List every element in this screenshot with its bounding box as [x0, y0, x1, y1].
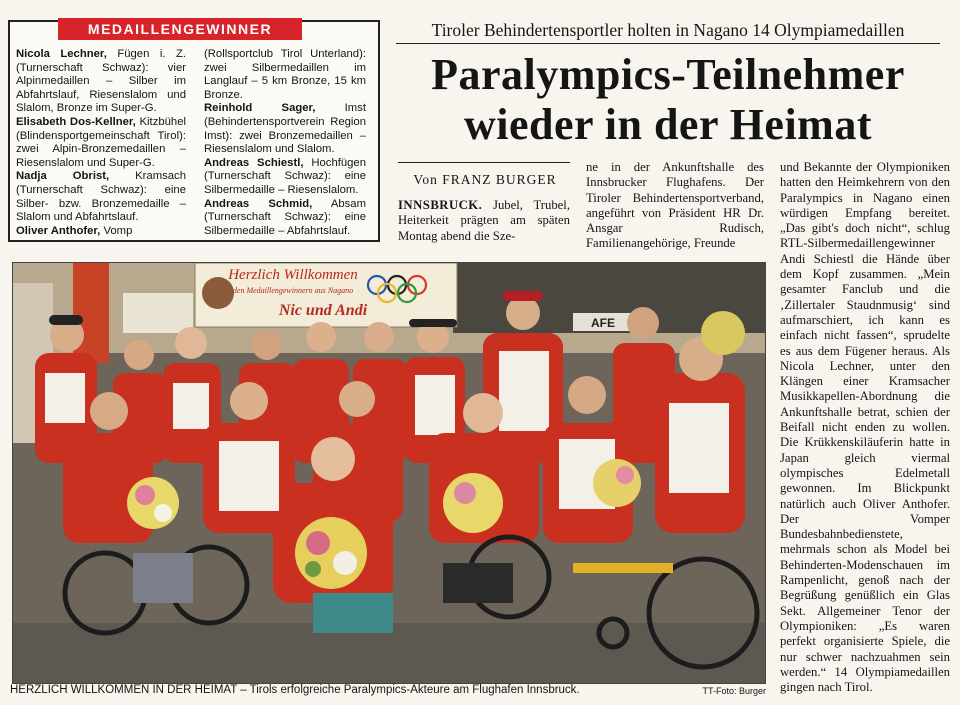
- medal-entry: [204, 102, 366, 156]
- medal-entry: [16, 170, 186, 224]
- medal-box-header: MEDAILLENGEWINNER: [58, 18, 302, 40]
- medal-athlete-name: Reinhold Sager,: [204, 102, 316, 115]
- medal-athlete-details: Vomp: [100, 224, 133, 237]
- wall-sign-text: AFE: [591, 316, 615, 330]
- medal-entry: [204, 157, 366, 198]
- article-column-1: [398, 198, 570, 244]
- medal-athlete-name: Nadja Obrist,: [16, 170, 110, 183]
- medal-list-left: [16, 48, 186, 238]
- medal-athlete-details: Kitzbühel (Blindensportgemeinschaft Tirol): zwei Alpin-Bronzemedaillen – Riesenslalom und Super-G.: [16, 115, 186, 169]
- medal-entry: [16, 48, 186, 116]
- medal-athlete-details: Kramsach (Turnerschaft Schwaz): eine Silber- bzw. Bronzemedaille – Slalom und Abfahrtslauf.: [16, 170, 186, 224]
- article-column-2: [586, 160, 764, 252]
- article-headline: [396, 50, 940, 150]
- medal-athlete-name: Oliver Anthofer,: [16, 224, 101, 237]
- medal-entry: [204, 198, 366, 239]
- medal-athlete-details: Imst (Behindertensportverein Region Imst): zwei Bronzemedaillen – Riesenslalom und Slalom.: [204, 102, 366, 156]
- medal-athlete-name: Andreas Schiestl,: [204, 156, 304, 169]
- article-column-3: [780, 160, 950, 695]
- article-column-1-text: Jubel, Trubel, Heiterkeit prägten am späten Montag abend die Sze-: [398, 198, 570, 243]
- banner-line-2: den Medaillengewinnern aus Nagano: [232, 286, 354, 295]
- banner-line-1: Herzlich Willkommen: [228, 267, 358, 283]
- photo-credit: TT-Foto: Burger: [702, 686, 766, 696]
- medal-entry: [204, 48, 366, 102]
- medal-athlete-name: Elisabeth Dos-Kellner,: [16, 115, 136, 128]
- team-photo: [12, 262, 766, 684]
- medal-athlete-name: Andreas Schmid,: [204, 197, 313, 210]
- headline-line-2: wieder in der Heimat: [464, 100, 872, 149]
- headline-line-1: Paralympics-Teilnehmer: [431, 50, 905, 99]
- medal-athlete-details: (Rollsportclub Tirol Unterland): zwei Silbermedaillen im Langlauf – 5 km Bronze, 15 km Bronze.: [204, 48, 366, 101]
- medal-list-right: [204, 48, 366, 238]
- photo-caption-text: HERZLICH WILLKOMMEN IN DER HEIMAT – Tirols erfolgreiche Paralympics-Akteure am Flughafen Innsbruck.: [10, 684, 580, 696]
- medal-entry: [16, 225, 186, 239]
- medal-athlete-details: Hochfügen (Turnerschaft Schwaz): eine Silbermedaille – Riesenslalom.: [204, 156, 366, 196]
- medal-athlete-details: Absam (Turnerschaft Schwaz): eine Silbermedaille – Abfahrtslauf.: [204, 197, 366, 237]
- article-byline: Von FRANZ BURGER: [413, 172, 557, 187]
- medal-athlete-details: Fügen i. Z. (Turnerschaft Schwaz): vier Alpinmedaillen – Silber im Abfahrtslauf, Riesenslalom und Slalom, Bronze im Super-G.: [16, 48, 186, 115]
- article-kicker: Tiroler Behindertensportler holten in Nagano 14 Olympiamedaillen: [396, 20, 940, 44]
- article-dateline: INNSBRUCK.: [398, 198, 483, 212]
- article-column-2-text: ne in der Ankunftshalle des Innsbrucker Flughafens. Der Tiroler Behindertensportverband, angeführt von Präsident HR Dr. Ansgar Rudisch, Familienangehörige, Freunde: [586, 160, 764, 251]
- article-column-3-text: und Bekannte der Olympioniken hatten den Heimkehrern von den Paralympics in Nagano einen würdigen Empfang bereitet. „Das gibt's doch nicht“, schlug RTL-Silbermedaillengewinner Andi Schiestl die Hände über dem Kopf zusammen. „Mein gesamter Fanclub und die ‚Zillertaler Staudnmusig‘ sind aufmarschiert, ich kann es einfach nicht fassen“, sprudelte es aus dem Fügener heraus. Als Nicola Lechner, unter den Klängen einer Kramsacher Musikkapellen-Abordnung die Ankunftshalle betrat, schien der Beifall nicht enden zu wollen. Die Krükkenskiläuferin hatte in Japan gleich viermal olympisches Edelmetall gewonnen. Im Blickpunkt natürlich auch Oliver Anthofer. Der Vomper Bundesbahnbedienstete, mehrmals schon als Model bei Behinderten-Modenschauen im Rampenlicht, genoß nach der Begrüßung genüßlich ein Glas Sekt. Allgemeiner Tenor der Olympioniken: „Es waren perfekt organisierte Spiele, die nur schwer nachzuahmen sein werden.“ 14 Olympiamedaillen gingen nach Tirol.: [780, 160, 950, 695]
- byline-rule: [398, 162, 570, 163]
- banner-line-3: Nic und Andi: [278, 302, 368, 319]
- team-photo-illustration: [13, 263, 765, 683]
- medal-athlete-name: Nicola Lechner,: [16, 48, 107, 60]
- photo-caption: [10, 684, 770, 696]
- medal-entry: [16, 116, 186, 170]
